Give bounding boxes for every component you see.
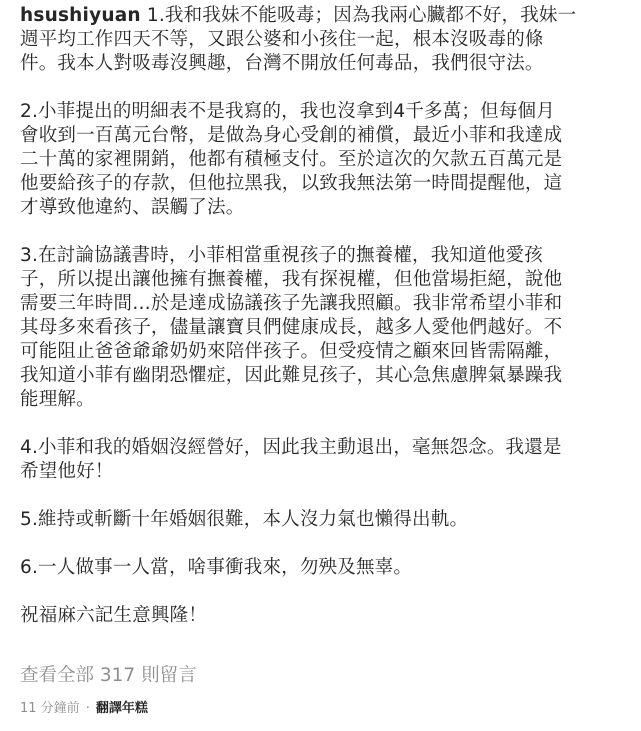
caption-line: 才導致他違約、誤觸了法。 xyxy=(20,197,245,218)
caption-line: 2.小菲提出的明細表不是我寫的，我也沒拿到4千多萬；但每個月 xyxy=(20,101,555,122)
meta-separator: · xyxy=(85,701,90,716)
caption-line: 其母多來看孩子，儘量讓寶貝們健康成長，越多人愛他們越好。不 xyxy=(20,317,563,338)
caption-line: 希望他好！ xyxy=(20,461,114,482)
post-caption xyxy=(20,4,625,628)
paragraph-gap xyxy=(20,484,625,508)
caption-line: 子，所以提出讓他擁有撫養權，我有探視權，但他當場拒絕，說他 xyxy=(20,269,563,290)
caption-line: 會收到一百萬元台幣，是做為身心受創的補償，最近小菲和我達成 xyxy=(20,125,563,146)
caption-paragraph-7 xyxy=(20,604,625,628)
caption-paragraph-2 xyxy=(20,100,625,220)
caption-line: 1.我和我妹不能吸毒；因為我兩心臟都不好，我妹一 xyxy=(140,5,577,26)
username-link[interactable]: hsushiyuan xyxy=(20,5,141,26)
translate-button[interactable]: 翻譯年糕 xyxy=(95,701,148,716)
caption-line: 4.小菲和我的婚姻沒經營好，因此我主動退出，毫無怨念。我還是 xyxy=(20,437,562,458)
paragraph-gap xyxy=(20,580,625,604)
post-timestamp: 11 分鐘前 xyxy=(20,701,80,716)
caption-line: 能理解。 xyxy=(20,389,95,410)
caption-line: 6.一人做事一人當，啥事衝我來，勿殃及無辜。 xyxy=(20,557,413,578)
paragraph-gap xyxy=(20,220,625,244)
caption-line: 件。我本人對吸毒沒興趣，台灣不開放任何毒品，我們很守法。 xyxy=(20,53,544,74)
caption-line: 二十萬的家裡開銷，他都有積極支付。至於這次的欠款五百萬元是 xyxy=(20,149,563,170)
caption-paragraph-4 xyxy=(20,436,625,484)
caption-paragraph-5 xyxy=(20,508,625,532)
caption-line: 可能阻止爸爸爺爺奶奶來陪伴孩子。但受疫情之顧來回皆需隔離， xyxy=(20,341,563,362)
caption-line: 5.維持或斬斷十年婚姻很難，本人沒力氣也懶得出軌。 xyxy=(20,509,469,530)
caption-line: 需要三年時間…於是達成協議孩子先讓我照顧。我非常希望小菲和 xyxy=(20,293,563,314)
caption-paragraph-6 xyxy=(20,556,625,580)
post-meta xyxy=(20,700,148,718)
paragraph-gap xyxy=(20,412,625,436)
caption-line: 3.在討論協議書時，小菲相當重視孩子的撫養權，我知道他愛孩 xyxy=(20,245,543,266)
caption-line: 我知道小菲有幽閉恐懼症，因此難見孩子，其心急焦慮脾氣暴躁我 xyxy=(20,365,563,386)
caption-line: 祝福麻六記生意興隆！ xyxy=(20,605,208,626)
caption-paragraph-1 xyxy=(20,4,625,76)
caption-line: 週平均工作四天不等，又跟公婆和小孩住一起，根本沒吸毒的條 xyxy=(20,29,544,50)
paragraph-gap xyxy=(20,532,625,556)
caption-paragraph-3 xyxy=(20,244,625,412)
caption-line: 他要給孩子的存款，但他拉黑我，以致我無法第一時間提醒他，這 xyxy=(20,173,563,194)
view-all-comments-link[interactable]: 查看全部 317 則留言 xyxy=(20,665,197,686)
paragraph-gap xyxy=(20,76,625,100)
